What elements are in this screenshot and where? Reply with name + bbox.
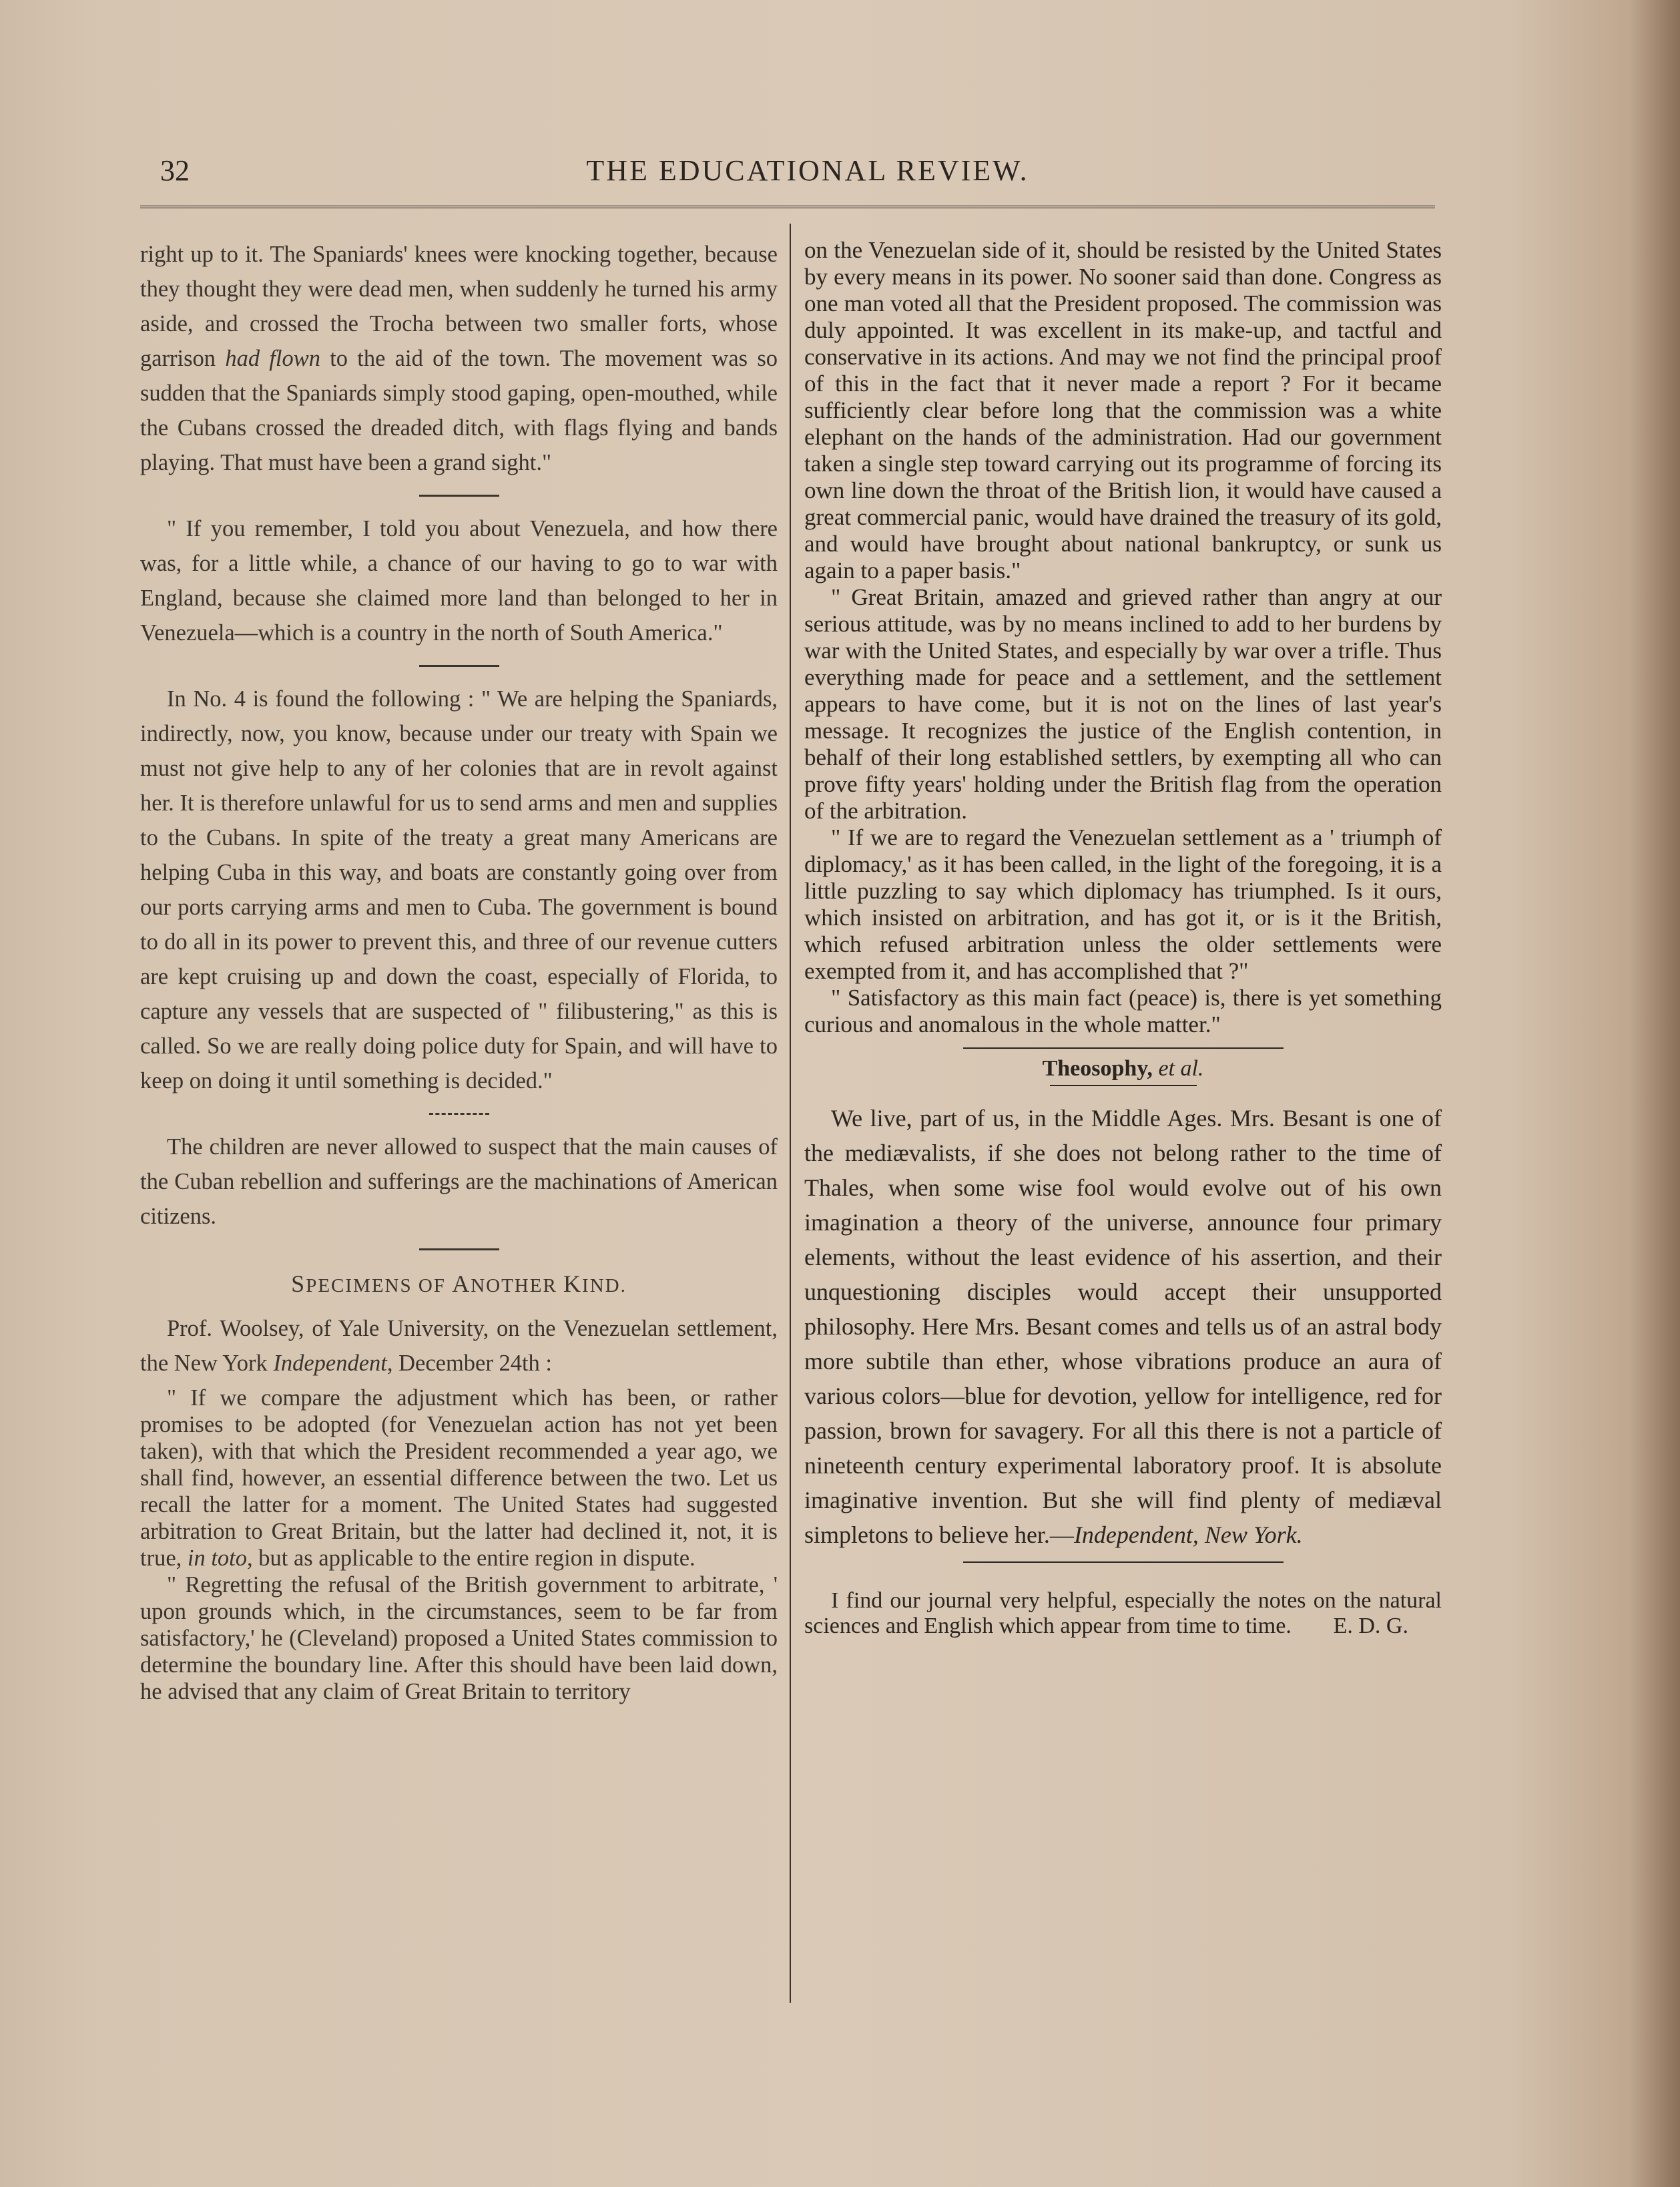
separator (1050, 1085, 1197, 1086)
paragraph: " Great Britain, amazed and grieved rather than angry at our serious attitude, was by no means inclined to add to her burdens by war with the United States, and especially by war over a trifle. Thus everything made for peace and a settlement, and the settlement appears to have come, but it is not on the lines of last year's message. It recognizes the justice of the English contention, in behalf of their long established settlers, by exempting all who can prove fifty years' holding under the British flag from the operation of the arbitration. (804, 584, 1442, 824)
paragraph: right up to it. The Spaniards' knees were knocking together, because they thought they were dead men, when suddenly he turned his army aside, and crossed the Trocha between two smaller forts, whose garrison had flown to the aid of the town. The movement was so sudden that the Spaniards simply stood gaping, open-mouthed, while the Cubans crossed the dreaded ditch, with flags flying and bands playing. That must have been a grand sight." (140, 242, 778, 475)
separator (963, 1561, 1284, 1563)
header-rule (140, 206, 1435, 211)
page-header (160, 154, 1455, 194)
paragraph: " Satisfactory as this main fact (peace) is, there is yet something curious and anomalous in the whole matter." (804, 985, 1442, 1037)
right-column (804, 237, 1442, 1639)
paragraph: on the Venezuelan side of it, should be resisted by the United States by every means in its power. No sooner said than done. Congress as one man voted all that the President proposed. The commission was duly appointed. It was excellent in its make-up, and tactful and conservative in its actions. And may we not find the principal proof of this in the fact that it never made a report ? For it became sufficiently clear before long that the commission was a white elephant on the hands of the administration. Had our government taken a single step toward carrying out its programme of forcing its own line down the throat of the British lion, it would have caused a great commercial panic, would have drained the treasury of its gold, and would have brought about national bankruptcy, or sunk us again to a paper basis." (804, 237, 1442, 583)
initials: E. D. G. (1333, 1614, 1408, 1638)
separator (429, 1113, 489, 1115)
left-column (140, 237, 778, 1705)
running-head: THE EDUCATIONAL REVIEW. (586, 154, 1029, 187)
paragraph: " If we compare the adjustment which has been, or rather promises to be adopted (for Venezuelan action has not yet been taken), with that which the President recommended a year ago, we shall find, however, an essential difference between the two. Let us recall the latter for a moment. The United States had suggested arbitration to Great Britain, but the latter had declined it, not, it is true, in toto, but as applicable to the entire region in dispute. (140, 1385, 778, 1571)
paragraph: " If you remember, I told you about Venezuela, and how there was, for a little while, a chance of our having to go to war with England, because she claimed more land than belonged to her in Venezuela—which is a country in the north of South America." (140, 516, 778, 646)
column-divider (790, 224, 791, 2003)
page-number: 32 (160, 154, 190, 187)
separator (419, 495, 499, 497)
paragraph: " Regretting the refusal of the British government to arbitrate, ' upon grounds which, in the circumstances, seem to be far from satisfactory,' he (Cleveland) proposed a United States commission to determine the boundary line. After this should have been laid down, he advised that any claim of Great Britain to territory (140, 1572, 778, 1704)
section-title: Theosophy, et al. (1042, 1056, 1204, 1081)
paragraph: Prof. Woolsey, of Yale University, on the Venezuelan settlement, the New York Independent, December 24th : (140, 1316, 778, 1376)
separator (419, 1248, 499, 1250)
paragraph: " If we are to regard the Venezuelan settlement as a ' triumph of diplomacy,' as it has been called, in the light of the foregoing, it is a little puzzling to say which diplomacy has triumphed. Is it ours, which insisted on arbitration, and has got it, or is it the British, which refused arbitration unless the older settlements were exempted from it, and has accomplished that ?" (804, 824, 1442, 984)
paragraph: I find our journal very helpful, especially the notes on the natural sciences and English which appear from time to time. E. D. G. (804, 1588, 1442, 1638)
paragraph: We live, part of us, in the Middle Ages. Mrs. Besant is one of the mediævalists, if she does not belong rather to the time of Thales, when some wise fool would evolve out of his own imagination a theory of the universe, announce four primary elements, without the least evidence of his assertion, and their unquestioning disciples would accept their unsupported philosophy. Here Mrs. Besant comes and tells us of an astral body more subtile than ether, whose vibrations produce an aura of various colors—blue for devotion, yellow for intelligence, red for passion, brown for savagery. For all this there is not a particle of nineteenth century experimental laboratory proof. It is absolute imaginative invention. But she will find plenty of mediæval simpletons to believe her.—Independent, New York. (804, 1105, 1442, 1548)
separator (963, 1047, 1284, 1049)
paragraph: The children are never allowed to suspect that the main causes of the Cuban rebellion and sufferings are the machinations of American citizens. (140, 1134, 778, 1229)
paragraph: In No. 4 is found the following : " We are helping the Spaniards, indirectly, now, you know, because under our treaty with Spain we must not give help to any of her colonies that are in revolt against her. It is therefore unlawful for us to send arms and men and supplies to the Cubans. In spite of the treaty a great many Americans are helping Cuba in this way, and boats are constantly going over from our ports carrying arms and men to Cuba. The government is bound to do all in its power to prevent this, and three of our revenue cutters are kept cruising up and down the coast, especially of Florida, to capture any vessels that are suspected of " filibustering," as this is called. So we are really doing police duty for Spain, and will have to keep on doing it until something is decided." (140, 686, 778, 1094)
section-heading: SPECIMENS OF ANOTHER KIND. (291, 1270, 627, 1297)
separator (419, 665, 499, 667)
